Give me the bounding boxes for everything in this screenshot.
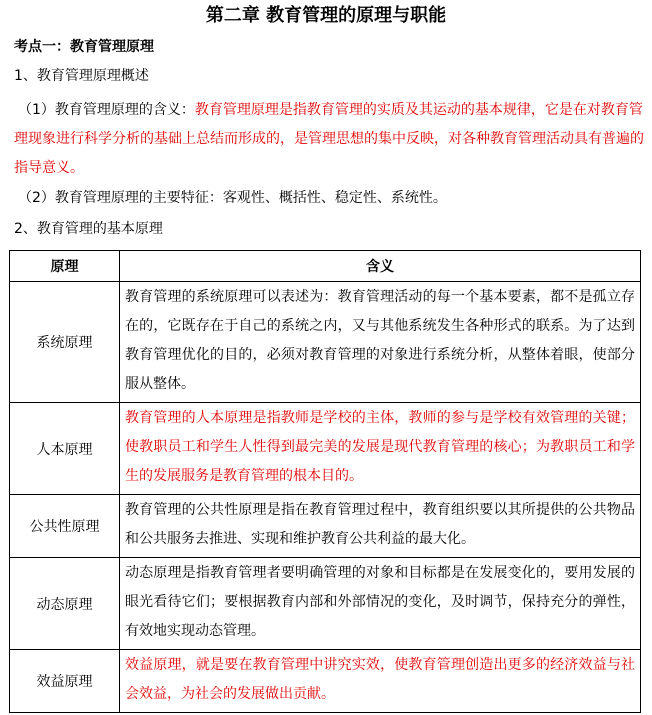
principle-meaning: 教育管理的公共性原理是指在教育管理过程中，教育组织要以其所提供的公共物品和公共服务去推进、实现和维护教育公共利益的最大化。: [120, 495, 641, 558]
principle-meaning: 教育管理的人本原理是指教师是学校的主体，教师的参与是学校有效管理的关键；使教职员工和学生人性得到最完美的发展是现代教育管理的核心；为教职员工和学生的发展服务是教育管理的根本目的。: [120, 403, 641, 495]
principle-name: 人本原理: [10, 403, 120, 495]
features-line: （2）教育管理原理的主要特征：客观性、概括性、稳定性、系统性。: [18, 190, 447, 206]
exam-point-heading: 考点一：教育管理原理: [14, 39, 154, 55]
section1-heading: 1、教育管理原理概述: [14, 68, 149, 84]
chapter-title: 第二章 教育管理的原理与职能: [205, 5, 447, 26]
definition-paragraph: [14, 96, 646, 183]
definition-label: （1）教育管理原理的含义：: [18, 102, 195, 118]
principle-name: 效益原理: [10, 650, 120, 713]
principle-meaning: 动态原理是指教育管理者要明确管理的对象和目标都是在发展变化的，要用发展的眼光看待它们；要根据教育内部和外部情况的变化，及时调节，保持充分的弹性，有效地实现动态管理。: [120, 558, 641, 650]
section2-heading: 2、教育管理的基本原理: [14, 221, 163, 237]
definition-content: 教育管理原理是指教育管理的实质及其运动的基本规律，它是在对教育管理现象进行科学分析的基础上总结而形成的，是管理思想的集中反映，对各种教育管理活动具有普遍的指导意义。: [14, 102, 644, 176]
table-row: [10, 282, 641, 403]
principle-name: 公共性原理: [10, 495, 120, 558]
principle-meaning: 教育管理的系统原理可以表述为：教育管理活动的每一个基本要素，都不是孤立存在的，它既存在于自己的系统之内，又与其他系统发生各种形式的联系。为了达到教育管理优化的目的，必须对教育管理的对象进行系统分析，从整体着眼，使部分服从整体。: [120, 282, 641, 403]
table-header-row: [10, 251, 641, 282]
table-row: [10, 403, 641, 495]
principle-meaning: 效益原理，就是要在教育管理中讲究实效，使教育管理创造出更多的经济效益与社会效益，为社会的发展做出贡献。: [120, 650, 641, 713]
header-principle: 原理: [10, 251, 120, 282]
principles-table: [9, 250, 641, 713]
table-row: [10, 495, 641, 558]
header-meaning: 含义: [120, 251, 641, 282]
principle-name: 系统原理: [10, 282, 120, 403]
table-row: [10, 650, 641, 713]
principle-name: 动态原理: [10, 558, 120, 650]
table-row: [10, 558, 641, 650]
